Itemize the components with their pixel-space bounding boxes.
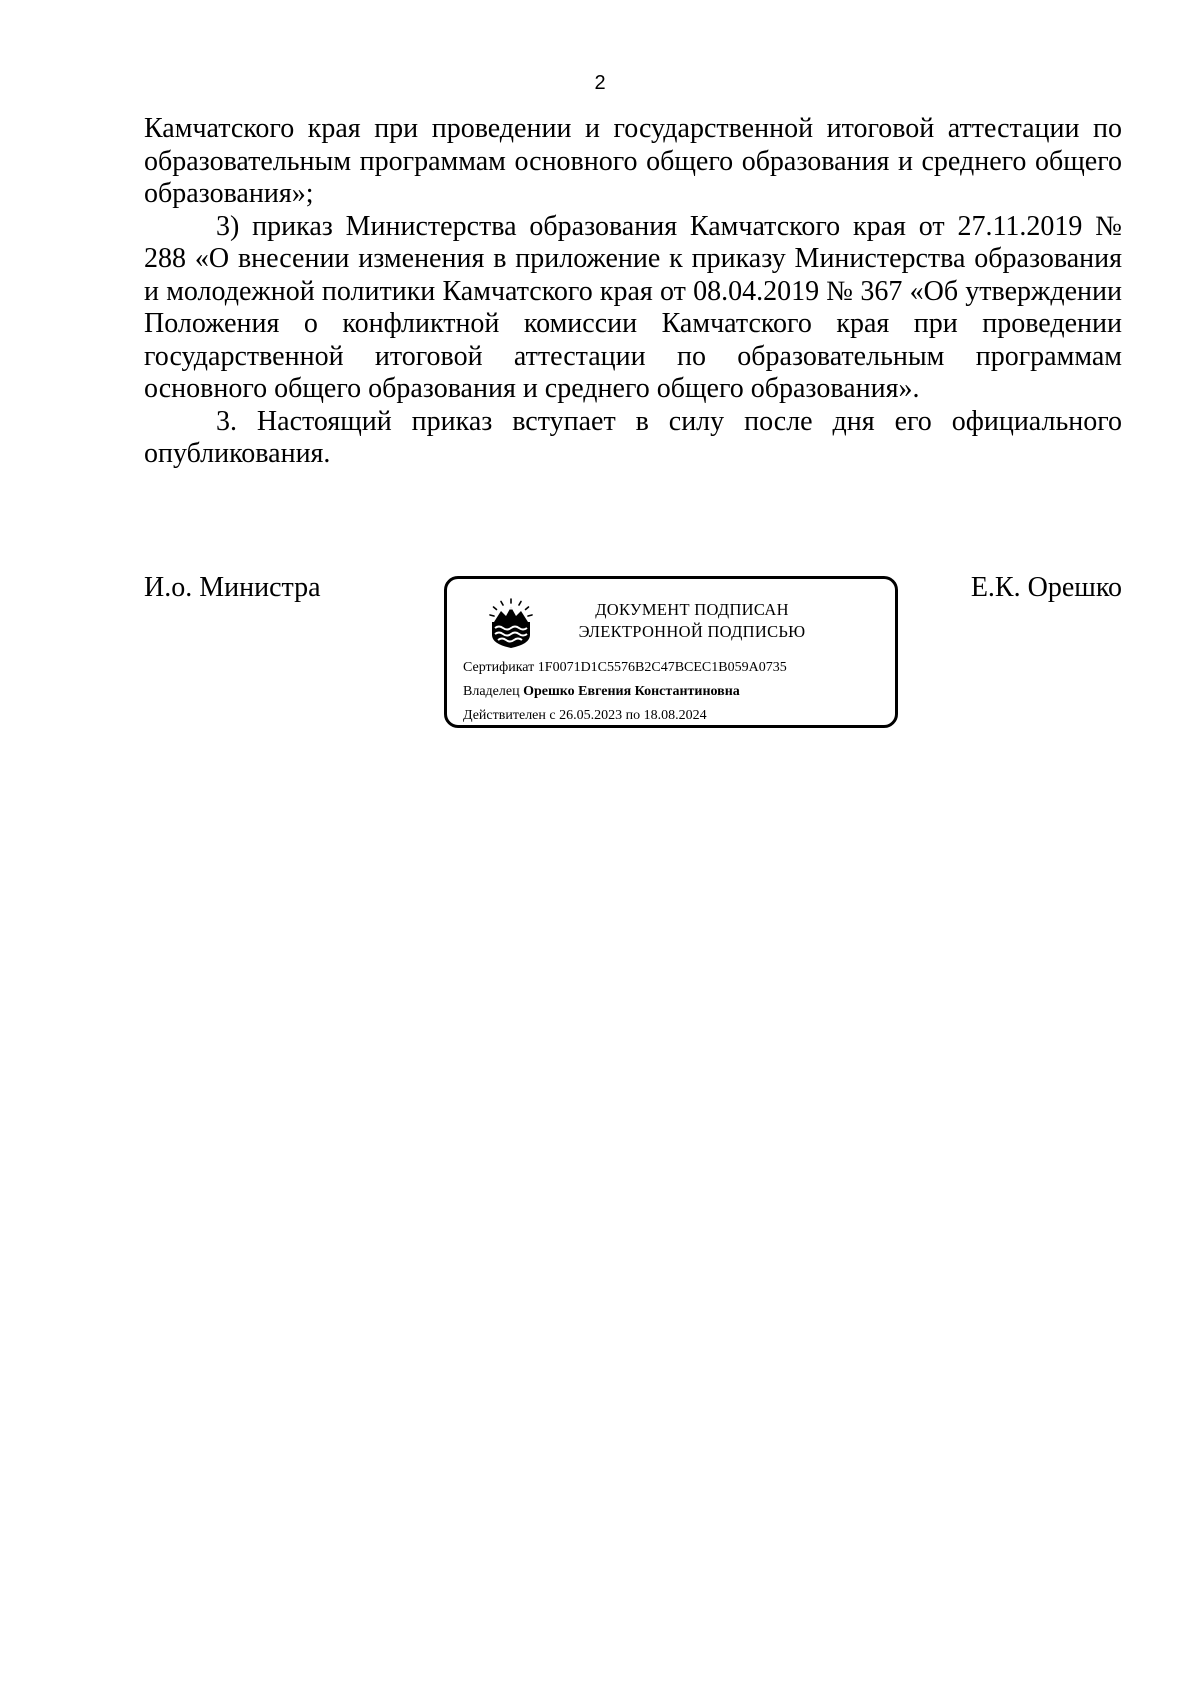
owner-label: Владелец — [463, 684, 520, 699]
owner-line — [463, 680, 787, 704]
signatory-role: И.о. Министра — [144, 572, 321, 603]
kamchatka-coat-of-arms-icon — [485, 597, 537, 649]
paragraph-effective-date: 3. Настоящий приказ вступает в силу после дня его официального опубликования. — [144, 405, 1122, 469]
paragraph-continuation: Камчатского края при проведении и государственной итоговой аттестации по образовательным программам основного общего образования и среднего общего образования»; — [144, 113, 1122, 209]
stamp-details — [463, 656, 787, 728]
electronic-signature-stamp — [444, 576, 898, 728]
valid-to: 18.08.2024 — [643, 708, 707, 723]
stamp-header — [547, 599, 837, 643]
certificate-label: Сертификат — [463, 660, 535, 675]
stamp-header-line-1: ДОКУМЕНТ ПОДПИСАН — [595, 600, 789, 619]
valid-from: 26.05.2023 — [559, 708, 623, 723]
validity-to-label: по — [625, 708, 641, 723]
document-body — [144, 113, 1122, 471]
validity-line — [463, 704, 787, 728]
owner-value: Орешко Евгения Константиновна — [523, 684, 740, 699]
paragraph-item-3: 3) приказ Министерства образования Камчатского края от 27.11.2019 № 288 «О внесении изменения в приложение к приказу Министерства образования и молодежной политики Камчатского края от 08.04.2019 № 367 «Об утверждении Положения о конфликтной комиссии Камчатского края при проведении государственной итоговой аттестации по образовательным программам основного общего образования и среднего общего образования». — [144, 210, 1122, 404]
validity-label: Действителен с — [463, 708, 556, 723]
certificate-value: 1F0071D1C5576B2C47BCEC1B059A0735 — [537, 660, 787, 675]
stamp-header-line-2: ЭЛЕКТРОННОЙ ПОДПИСЬЮ — [578, 622, 806, 641]
page-number: 2 — [594, 72, 606, 94]
certificate-line — [463, 656, 787, 680]
signatory-name: Е.К. Орешко — [970, 572, 1122, 603]
